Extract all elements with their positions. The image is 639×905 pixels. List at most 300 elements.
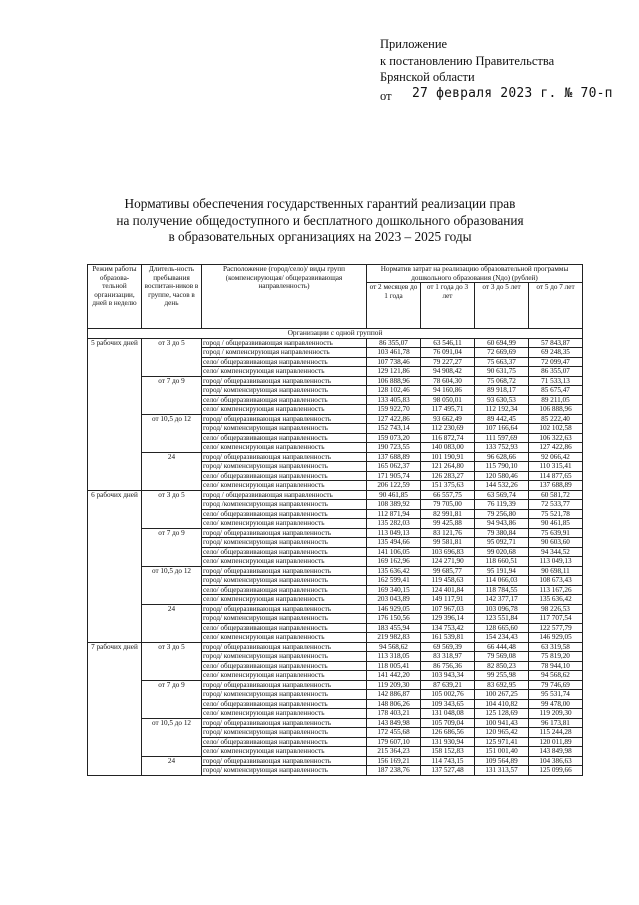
value-cell-age-3: 128 665,60: [475, 623, 529, 633]
value-cell-age-4: 113 167,26: [529, 585, 583, 595]
header-age-4: от 5 до 7 лет: [529, 283, 583, 329]
normatives-table: [87, 264, 583, 776]
value-cell-age-3: 95 191,94: [475, 566, 529, 576]
table-row: [88, 671, 583, 681]
group-cell: город / компенсирующая направленность: [202, 348, 367, 358]
value-cell-age-4: 75 521,78: [529, 509, 583, 519]
value-cell-age-3: 75 068,72: [475, 376, 529, 386]
duration-cell: [142, 547, 202, 557]
value-cell-age-1: 142 886,87: [367, 690, 421, 700]
mode-cell: [88, 747, 142, 757]
value-cell-age-3: 89 918,17: [475, 386, 529, 396]
mode-cell: [88, 538, 142, 548]
header-mode: Режим работы образова-тельной организации, дней в неделю: [88, 265, 142, 329]
duration-cell: [142, 623, 202, 633]
value-cell-age-1: 106 888,96: [367, 376, 421, 386]
value-cell-age-4: 86 355,07: [529, 367, 583, 377]
table-row: [88, 595, 583, 605]
table-row: [88, 519, 583, 529]
value-cell-age-4: 75 819,20: [529, 652, 583, 662]
duration-cell: [142, 633, 202, 643]
value-cell-age-2: 86 756,36: [421, 661, 475, 671]
value-cell-age-2: 126 686,56: [421, 728, 475, 738]
value-cell-age-1: 103 461,78: [367, 348, 421, 358]
group-cell: село/ общеразвивающая направленность: [202, 509, 367, 519]
value-cell-age-1: 203 043,89: [367, 595, 421, 605]
value-cell-age-1: 118 005,41: [367, 661, 421, 671]
duration-cell: [142, 671, 202, 681]
value-cell-age-2: 107 967,03: [421, 604, 475, 614]
value-cell-age-3: 131 313,57: [475, 766, 529, 776]
mode-cell: [88, 728, 142, 738]
value-cell-age-3: 83 692,95: [475, 680, 529, 690]
mode-cell: [88, 519, 142, 529]
value-cell-age-2: 117 495,71: [421, 405, 475, 415]
mode-cell: 5 рабочих дней: [88, 338, 142, 348]
table-row: [88, 642, 583, 652]
value-cell-age-2: 83 318,97: [421, 652, 475, 662]
value-cell-age-1: 187 238,76: [367, 766, 421, 776]
appendix-line-1: Приложение: [380, 37, 448, 51]
value-cell-age-3: 144 532,26: [475, 481, 529, 491]
value-cell-age-4: 114 877,65: [529, 471, 583, 481]
header-normative: Норматив затрат на реализацию образовательной программы дошкольного образования (Nдо) (рублей): [367, 265, 583, 283]
value-cell-age-3: 89 442,45: [475, 414, 529, 424]
group-cell: город/ общеразвивающая направленность: [202, 756, 367, 766]
duration-cell: [142, 367, 202, 377]
table-row: [88, 747, 583, 757]
value-cell-age-4: 60 581,72: [529, 490, 583, 500]
value-cell-age-3: 75 663,37: [475, 357, 529, 367]
duration-cell: [142, 462, 202, 472]
value-cell-age-1: 172 455,68: [367, 728, 421, 738]
mode-cell: [88, 566, 142, 576]
value-cell-age-2: 140 083,00: [421, 443, 475, 453]
group-cell: село/ компенсирующая направленность: [202, 405, 367, 415]
value-cell-age-2: 137 527,48: [421, 766, 475, 776]
value-cell-age-3: 60 694,99: [475, 338, 529, 348]
value-cell-age-1: 119 209,30: [367, 680, 421, 690]
mode-cell: [88, 614, 142, 624]
table-row: [88, 528, 583, 538]
group-cell: город/ компенсирующая направленность: [202, 690, 367, 700]
value-cell-age-3: 103 096,78: [475, 604, 529, 614]
table-row: [88, 576, 583, 586]
table-row: [88, 737, 583, 747]
value-cell-age-2: 119 458,63: [421, 576, 475, 586]
value-cell-age-3: 111 597,69: [475, 433, 529, 443]
value-cell-age-2: 112 230,69: [421, 424, 475, 434]
group-cell: город/ компенсирующая направленность: [202, 766, 367, 776]
duration-cell: [142, 595, 202, 605]
value-cell-age-4: 79 746,69: [529, 680, 583, 690]
value-cell-age-1: 113 049,13: [367, 528, 421, 538]
value-cell-age-1: 129 121,86: [367, 367, 421, 377]
value-cell-age-2: 66 557,75: [421, 490, 475, 500]
mode-cell: [88, 718, 142, 728]
value-cell-age-4: 146 929,05: [529, 633, 583, 643]
group-cell: город / общеразвивающая направленность: [202, 490, 367, 500]
mode-cell: [88, 766, 142, 776]
table-row: [88, 405, 583, 415]
value-cell-age-2: 103 696,83: [421, 547, 475, 557]
duration-cell: [142, 652, 202, 662]
value-cell-age-4: 69 248,35: [529, 348, 583, 358]
value-cell-age-1: 159 073,20: [367, 433, 421, 443]
group-cell: город/ общеразвивающая направленность: [202, 452, 367, 462]
group-cell: село/ общеразвивающая направленность: [202, 547, 367, 557]
value-cell-age-4: 90 603,60: [529, 538, 583, 548]
value-cell-age-2: 76 091,04: [421, 348, 475, 358]
value-cell-age-3: 115 790,10: [475, 462, 529, 472]
mode-cell: [88, 661, 142, 671]
appendix-line-3: Брянской области: [380, 70, 475, 84]
duration-cell: 24: [142, 452, 202, 462]
duration-cell: [142, 737, 202, 747]
duration-cell: [142, 690, 202, 700]
value-cell-age-1: 94 568,62: [367, 642, 421, 652]
header-location: Расположение (город/село)/ виды групп (компенсирующая/ общеразвивающая направленность): [202, 265, 367, 329]
value-cell-age-2: 114 743,15: [421, 756, 475, 766]
value-cell-age-2: 149 117,91: [421, 595, 475, 605]
duration-cell: [142, 538, 202, 548]
group-cell: село/ общеразвивающая направленность: [202, 585, 367, 595]
handwritten-date: 27 февраля 2023 г. № 70-п: [412, 85, 613, 101]
value-cell-age-1: 135 494,66: [367, 538, 421, 548]
table-row: [88, 680, 583, 690]
mode-cell: [88, 585, 142, 595]
value-cell-age-3: 79 256,80: [475, 509, 529, 519]
value-cell-age-2: 129 396,14: [421, 614, 475, 624]
table-row: [88, 538, 583, 548]
value-cell-age-1: 159 922,70: [367, 405, 421, 415]
mode-cell: [88, 709, 142, 719]
value-cell-age-1: 171 905,74: [367, 471, 421, 481]
value-cell-age-4: 92 066,42: [529, 452, 583, 462]
table-row: [88, 652, 583, 662]
mode-cell: [88, 699, 142, 709]
value-cell-age-4: 117 707,54: [529, 614, 583, 624]
mode-cell: [88, 462, 142, 472]
value-cell-age-3: 123 551,84: [475, 614, 529, 624]
value-cell-age-1: 146 929,05: [367, 604, 421, 614]
group-cell: село/ общеразвивающая направленность: [202, 737, 367, 747]
value-cell-age-3: 107 166,64: [475, 424, 529, 434]
value-cell-age-4: 78 944,10: [529, 661, 583, 671]
value-cell-age-4: 96 173,81: [529, 718, 583, 728]
mode-cell: [88, 528, 142, 538]
mode-cell: [88, 680, 142, 690]
value-cell-age-2: 101 190,91: [421, 452, 475, 462]
group-cell: город/ компенсирующая направленность: [202, 538, 367, 548]
value-cell-age-2: 158 152,83: [421, 747, 475, 757]
mode-cell: [88, 500, 142, 510]
value-cell-age-4: 115 244,28: [529, 728, 583, 738]
value-cell-age-1: 219 982,83: [367, 633, 421, 643]
mode-cell: [88, 604, 142, 614]
value-cell-age-3: 100 267,25: [475, 690, 529, 700]
value-cell-age-1: 190 723,55: [367, 443, 421, 453]
group-cell: город/ компенсирующая направленность: [202, 424, 367, 434]
value-cell-age-1: 179 607,10: [367, 737, 421, 747]
value-cell-age-3: 142 377,17: [475, 595, 529, 605]
value-cell-age-3: 63 569,74: [475, 490, 529, 500]
value-cell-age-4: 122 577,79: [529, 623, 583, 633]
value-cell-age-4: 106 322,63: [529, 433, 583, 443]
appendix-block: [380, 36, 613, 106]
duration-cell: [142, 405, 202, 415]
group-cell: село/ общеразвивающая направленность: [202, 395, 367, 405]
mode-cell: 6 рабочих дней: [88, 490, 142, 500]
value-cell-age-4: 106 888,96: [529, 405, 583, 415]
group-cell: город / общеразвивающая направленность: [202, 338, 367, 348]
value-cell-age-3: 151 001,40: [475, 747, 529, 757]
mode-cell: [88, 737, 142, 747]
group-cell: село/ общеразвивающая направленность: [202, 623, 367, 633]
title-line-3: в образовательных организациях на 2023 – 2025 годы: [168, 229, 472, 244]
table-row: [88, 585, 583, 595]
value-cell-age-1: 127 422,86: [367, 414, 421, 424]
header-age-3: от 3 до 5 лет: [475, 283, 529, 329]
value-cell-age-4: 72 099,47: [529, 357, 583, 367]
value-cell-age-4: 71 533,13: [529, 376, 583, 386]
value-cell-age-1: 169 162,96: [367, 557, 421, 567]
value-cell-age-2: 124 271,90: [421, 557, 475, 567]
duration-cell: [142, 471, 202, 481]
value-cell-age-1: 206 122,59: [367, 481, 421, 491]
mode-cell: [88, 595, 142, 605]
table-row: [88, 547, 583, 557]
value-cell-age-4: 57 843,87: [529, 338, 583, 348]
value-cell-age-2: 99 581,81: [421, 538, 475, 548]
group-cell: село/ общеразвивающая направленность: [202, 433, 367, 443]
table-row: [88, 348, 583, 358]
duration-cell: [142, 728, 202, 738]
value-cell-age-4: 85 222,40: [529, 414, 583, 424]
value-cell-age-3: 90 631,75: [475, 367, 529, 377]
duration-cell: [142, 699, 202, 709]
group-cell: село/ компенсирующая направленность: [202, 443, 367, 453]
value-cell-age-1: 141 106,05: [367, 547, 421, 557]
duration-cell: [142, 424, 202, 434]
duration-cell: [142, 557, 202, 567]
duration-cell: [142, 766, 202, 776]
group-cell: город/ компенсирующая направленность: [202, 652, 367, 662]
title-line-1: Нормативы обеспечения государственных гарантий реализации прав: [124, 196, 516, 211]
duration-cell: [142, 395, 202, 405]
value-cell-age-2: 79 705,00: [421, 500, 475, 510]
value-cell-age-4: 72 533,77: [529, 500, 583, 510]
value-cell-age-1: 86 355,07: [367, 338, 421, 348]
date-prefix: от: [380, 88, 392, 103]
value-cell-age-2: 161 539,81: [421, 633, 475, 643]
value-cell-age-1: 135 636,42: [367, 566, 421, 576]
table-body: [88, 329, 583, 776]
mode-cell: [88, 690, 142, 700]
table-row: [88, 614, 583, 624]
value-cell-age-3: 96 628,66: [475, 452, 529, 462]
table-row: [88, 699, 583, 709]
group-cell: город/ общеразвивающая направленность: [202, 528, 367, 538]
value-cell-age-4: 85 675,47: [529, 386, 583, 396]
table-row: [88, 338, 583, 348]
header-age-2: от 1 года до 3 лет: [421, 283, 475, 329]
table-row: [88, 471, 583, 481]
duration-cell: от 10,5 до 12: [142, 566, 202, 576]
value-cell-age-3: 133 752,93: [475, 443, 529, 453]
table-row: [88, 709, 583, 719]
value-cell-age-4: 95 531,74: [529, 690, 583, 700]
value-cell-age-4: 98 226,53: [529, 604, 583, 614]
mode-cell: [88, 376, 142, 386]
value-cell-age-4: 127 422,86: [529, 443, 583, 453]
table-row: [88, 481, 583, 491]
mode-cell: [88, 509, 142, 519]
duration-cell: [142, 443, 202, 453]
mode-cell: [88, 348, 142, 358]
table-row: [88, 386, 583, 396]
value-cell-age-4: 119 209,30: [529, 709, 583, 719]
table-row: [88, 376, 583, 386]
mode-cell: [88, 405, 142, 415]
duration-cell: от 7 до 9: [142, 376, 202, 386]
value-cell-age-3: 154 234,43: [475, 633, 529, 643]
value-cell-age-2: 79 227,27: [421, 357, 475, 367]
group-cell: село/ компенсирующая направленность: [202, 747, 367, 757]
value-cell-age-1: 152 743,14: [367, 424, 421, 434]
value-cell-age-2: 87 639,21: [421, 680, 475, 690]
value-cell-age-4: 89 211,05: [529, 395, 583, 405]
group-cell: село/ общеразвивающая направленность: [202, 357, 367, 367]
value-cell-age-4: 90 698,11: [529, 566, 583, 576]
duration-cell: [142, 576, 202, 586]
document-title: [60, 196, 580, 246]
table-row: [88, 357, 583, 367]
mode-cell: [88, 395, 142, 405]
table-row: [88, 509, 583, 519]
mode-cell: [88, 652, 142, 662]
group-cell: город/ компенсирующая направленность: [202, 576, 367, 586]
group-cell: город/ общеразвивающая направленность: [202, 680, 367, 690]
value-cell-age-3: 95 092,71: [475, 538, 529, 548]
value-cell-age-4: 113 049,13: [529, 557, 583, 567]
value-cell-age-1: 135 282,03: [367, 519, 421, 529]
value-cell-age-2: 98 050,01: [421, 395, 475, 405]
value-cell-age-3: 93 630,53: [475, 395, 529, 405]
value-cell-age-3: 120 965,42: [475, 728, 529, 738]
value-cell-age-1: 137 688,89: [367, 452, 421, 462]
table-row: [88, 728, 583, 738]
mode-cell: [88, 623, 142, 633]
duration-cell: от 3 до 5: [142, 490, 202, 500]
value-cell-age-3: 114 066,03: [475, 576, 529, 586]
value-cell-age-3: 72 669,69: [475, 348, 529, 358]
mode-cell: [88, 443, 142, 453]
duration-cell: от 10,5 до 12: [142, 414, 202, 424]
group-cell: город/ общеразвивающая направленность: [202, 604, 367, 614]
group-cell: город/ общеразвивающая направленность: [202, 642, 367, 652]
duration-cell: [142, 509, 202, 519]
table-row: [88, 718, 583, 728]
value-cell-age-4: 75 639,91: [529, 528, 583, 538]
value-cell-age-3: 99 255,98: [475, 671, 529, 681]
duration-cell: от 7 до 9: [142, 680, 202, 690]
table-row: [88, 443, 583, 453]
value-cell-age-2: 124 401,84: [421, 585, 475, 595]
title-line-2: на получение общедоступного и бесплатного дошкольного образования: [116, 212, 524, 228]
duration-cell: от 10,5 до 12: [142, 718, 202, 728]
value-cell-age-4: 143 849,98: [529, 747, 583, 757]
table-row: [88, 766, 583, 776]
appendix-line-2: к постановлению Правительства: [380, 53, 555, 68]
value-cell-age-1: 215 364,23: [367, 747, 421, 757]
table-row: [88, 633, 583, 643]
value-cell-age-1: 156 169,21: [367, 756, 421, 766]
value-cell-age-1: 128 102,46: [367, 386, 421, 396]
mode-cell: [88, 633, 142, 643]
group-cell: город/ компенсирующая направленность: [202, 728, 367, 738]
value-cell-age-3: 76 119,39: [475, 500, 529, 510]
value-cell-age-2: 94 160,86: [421, 386, 475, 396]
group-cell: село/ компенсирующая направленность: [202, 595, 367, 605]
value-cell-age-1: 107 738,46: [367, 357, 421, 367]
value-cell-age-1: 165 062,37: [367, 462, 421, 472]
value-cell-age-3: 125 971,41: [475, 737, 529, 747]
duration-cell: 24: [142, 756, 202, 766]
value-cell-age-3: 109 564,89: [475, 756, 529, 766]
group-cell: город/ компенсирующая направленность: [202, 614, 367, 624]
group-cell: село/ компенсирующая направленность: [202, 481, 367, 491]
group-cell: село/ общеразвивающая направленность: [202, 661, 367, 671]
group-cell: город/ общеразвивающая направленность: [202, 414, 367, 424]
mode-cell: [88, 386, 142, 396]
value-cell-age-4: 94 344,52: [529, 547, 583, 557]
table-row: [88, 462, 583, 472]
group-cell: село/ компенсирующая направленность: [202, 633, 367, 643]
table-row: [88, 557, 583, 567]
duration-cell: [142, 357, 202, 367]
value-cell-age-4: 90 461,85: [529, 519, 583, 529]
group-cell: село/ компенсирующая направленность: [202, 671, 367, 681]
duration-cell: [142, 500, 202, 510]
group-cell: село/ компенсирующая направленность: [202, 557, 367, 567]
header-duration: Длитель-ность пребывания воспитан-ников в группе, часов в день: [142, 265, 202, 329]
mode-cell: [88, 414, 142, 424]
value-cell-age-2: 105 709,04: [421, 718, 475, 728]
duration-cell: [142, 433, 202, 443]
mode-cell: [88, 433, 142, 443]
duration-cell: от 3 до 5: [142, 642, 202, 652]
table-row: [88, 433, 583, 443]
mode-cell: [88, 481, 142, 491]
group-cell: село/ компенсирующая направленность: [202, 709, 367, 719]
value-cell-age-2: 99 425,88: [421, 519, 475, 529]
value-cell-age-2: 126 283,27: [421, 471, 475, 481]
group-cell: город /компенсирующая направленность: [202, 500, 367, 510]
appendix-date-line: [380, 85, 613, 106]
value-cell-age-2: 105 002,76: [421, 690, 475, 700]
duration-cell: 24: [142, 604, 202, 614]
table-row: [88, 490, 583, 500]
value-cell-age-1: 176 150,56: [367, 614, 421, 624]
value-cell-age-4: 94 568,62: [529, 671, 583, 681]
value-cell-age-2: 78 604,30: [421, 376, 475, 386]
mode-cell: [88, 756, 142, 766]
value-cell-age-4: 63 319,58: [529, 642, 583, 652]
value-cell-age-3: 79 569,08: [475, 652, 529, 662]
value-cell-age-3: 99 020,68: [475, 547, 529, 557]
value-cell-age-1: 113 318,05: [367, 652, 421, 662]
